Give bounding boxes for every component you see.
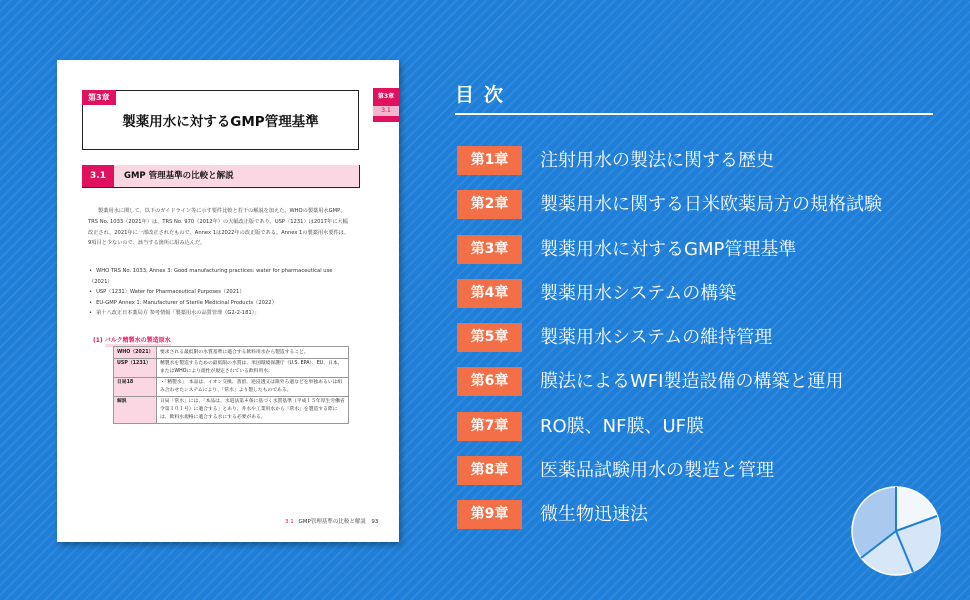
toc-chapter-badge: 第8章 [457,456,522,485]
toc-chapter-badge: 第4章 [457,279,522,308]
table-key: WHO（2021） [114,347,157,359]
table-value: 要求される最低限の水質基準に適合する飲料用水から製造すること。 [157,347,349,359]
reference-item: • EU-GMP Annex 1: Manufacturer of Sterile Medicinal Products（2022） [89,298,351,309]
pie-chart-icon [851,486,941,576]
toc-item-6 [457,367,882,396]
toc-chapter-title: 製薬用水システムの構築 [540,282,737,304]
section-number: 3.1 [82,165,114,187]
reference-item: • WHO TRS No. 1033, Annex 3: Good manufacturing practices: water for pharmaceutical use（2021） [89,266,351,287]
page-footer [285,517,378,525]
chapter-title: 製薬用水に対するGMP管理基準 [122,114,319,130]
side-tab-section: 3.1 [373,106,399,116]
toc-chapter-badge: 第2章 [457,190,522,219]
footer-text: GMP管理基準の比較と解説 93 [298,519,379,525]
reference-item: • 第十八改正日本薬局方 参考情報「製薬用水の品質管理（G2-2-181）」 [89,308,351,319]
table-row [114,396,349,423]
chapter-side-tab [373,88,399,122]
side-tab-chapter: 第3章 [377,93,395,100]
toc-item-9 [457,500,882,529]
section-header [82,165,360,188]
table-value: ・「精製水」 本品は、イオン交換、蒸留、逆浸透又は限外ろ過などを単独あるいは組み合わせたシステムにより、「常水」より製したものである。 [157,377,349,396]
chapter-header-box [82,90,359,150]
toc-chapter-title: 医薬品試験用水の製造と管理 [540,460,774,482]
toc-chapter-title: 製薬用水に関する日米欧薬局方の規格試験 [540,194,882,216]
toc-chapter-title: RO膜、NF膜、UF膜 [540,415,705,437]
toc-chapter-badge: 第6章 [457,367,522,396]
toc-item-4 [457,279,882,308]
reference-list [89,266,351,319]
toc-heading: 目次 [455,84,514,106]
chapter-label: 第3章 [82,90,116,105]
subsection-title: バルク精製水の製造原水 [105,337,171,347]
footer-section-number: 3.1 [285,519,294,525]
table-value: 日局「常水」には、「本品は、水道法第４条に基づく水質基準（平成１５年厚生労働省令第１０１号）に適合する」とあり、井水や工業用水から「常水」を製造する際には、飲料水規格に適合する水にする必要がある。 [157,396,349,423]
section-title: GMP 管理基準の比較と解説 [124,171,234,181]
toc-chapter-title: 膜法によるWFI製造設備の構築と運用 [540,371,844,393]
toc-chapter-badge: 第7章 [457,412,522,441]
table-row [114,358,349,377]
table-row [114,347,349,359]
toc-list [457,146,882,545]
table-key: USP（1231） [114,358,157,377]
table-row [114,377,349,396]
toc-item-3 [457,235,882,264]
toc-chapter-badge: 第1章 [457,146,522,175]
toc-chapter-badge: 第9章 [457,500,522,529]
table-key: 解説 [114,396,157,423]
toc-item-5 [457,323,882,352]
toc-chapter-title: 微生物迅速法 [540,504,648,526]
table-value: 精製水を製造するための最低限の水質は、米国環境保護庁（U.S. EPA）、EU、日本、またはWHOにより規性が規定されている飲料用水。 [157,358,349,377]
subsection-number: (1) [93,337,103,344]
toc-chapter-badge: 第5章 [457,323,522,352]
comparison-table [113,346,349,424]
table-key: 日局18 [114,377,157,396]
toc-chapter-badge: 第3章 [457,235,522,264]
toc-divider [455,113,933,115]
body-paragraph: 製薬用水に関して、以下のガイドライン等に示す要件比較と若干の解説を加えた。WHOの製薬用水GMP、TRS No. 1033（2021年）は、TRS No. 970（2012年）の大幅改正版であり、USP〈1231〉は2017年に大幅改正され、2021年に一部改正されたもので、Annex 1は2022年の改正版である。Annex 1の製薬用水要件は、9項目と少ないので、該当する箇所に組み込んだ。 [88,208,350,247]
toc-chapter-title: 製薬用水システムの維持管理 [540,327,773,349]
toc-item-7 [457,412,882,441]
toc-item-2 [457,190,882,219]
reference-item: • USP〈1231〉Water for Pharmaceutical Purposes（2021） [89,287,351,298]
toc-chapter-title: 製薬用水に対するGMP管理基準 [540,238,797,260]
toc-item-8 [457,456,882,485]
toc-item-1 [457,146,882,175]
toc-chapter-title: 注射用水の製法に関する歴史 [540,150,774,171]
subsection-heading [93,335,171,344]
